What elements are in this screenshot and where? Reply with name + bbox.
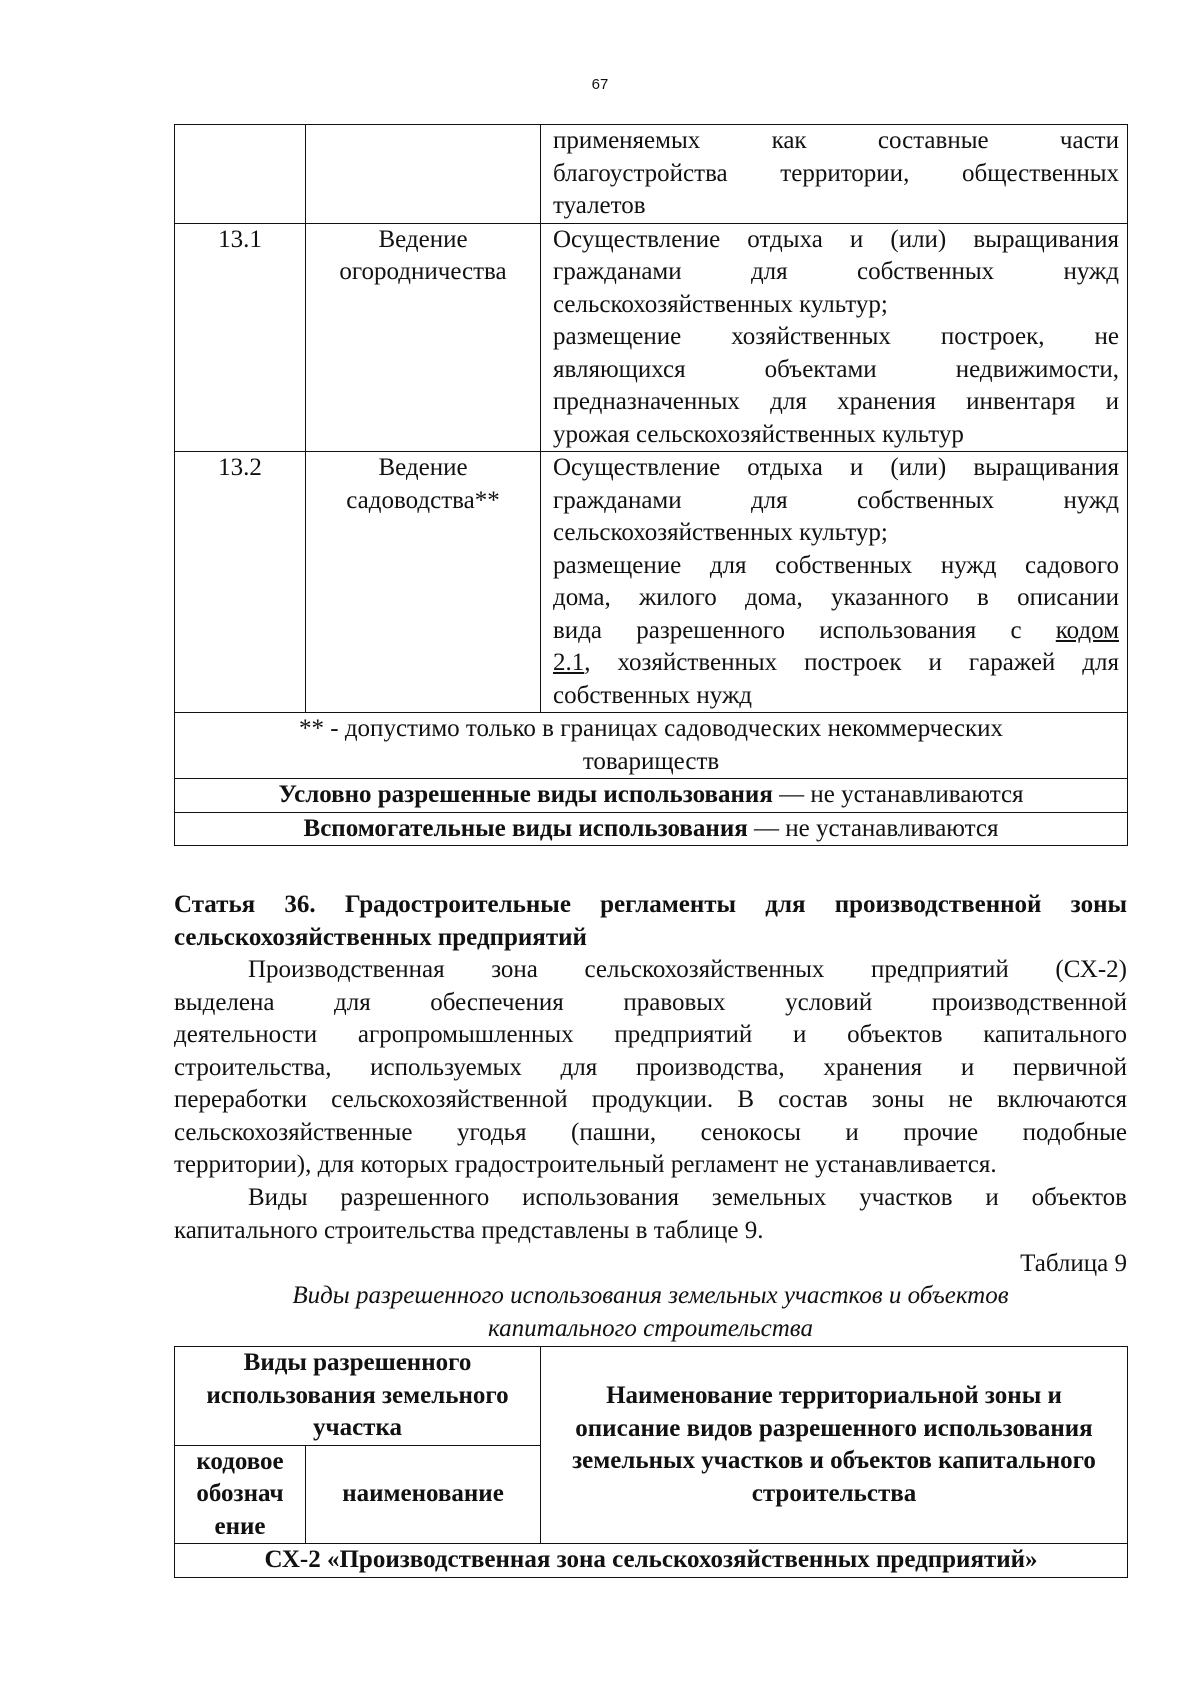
name-cell (306, 125, 541, 224)
land-use-table-continued (174, 124, 1128, 846)
code-cell: 13.2 (175, 452, 306, 713)
table-row (175, 452, 1128, 713)
conditional-uses-row (175, 779, 1128, 813)
header-name-cell: наименование (306, 1445, 541, 1544)
table-caption: Виды разрешенного использования земельных участков и объектов капитального строительства (292, 1282, 1009, 1342)
zone-cell: СХ-2 «Производственная зона сельскохозяйственных предприятий» (175, 1544, 1128, 1578)
header-code-cell: кодовое обознач ение (175, 1445, 306, 1544)
note-row (175, 713, 1128, 779)
article-paragraph: Виды разрешенного использования земельных участков и объектов капитального строительства представлены в таблице 9. (174, 1184, 1127, 1244)
zone-row (175, 1544, 1128, 1578)
table-row (175, 125, 1128, 224)
description-cell: применяемых как составные части благоустройства территории, общественных туалетов (541, 125, 1128, 224)
article-paragraph: Производственная зона сельскохозяйственных предприятий (СХ-2) выделена для обеспечения правовых условий производственной деятельности агропромышленных предприятий и объектов капитального строительства, используемых для производства, хранения и первичной переработки сельскохозяйственной продукции. В состав зоны не включаются сельскохозяйственные угодья (пашни, сенокосы и прочие подобные территории), для которых градостроительный регламент не устанавливается. (174, 956, 1127, 1178)
header-group-cell: Виды разрешенного использования земельного участка (175, 1347, 541, 1446)
description-cell: Осуществление отдыха и (или) выращивания гражданами для собственных нужд сельскохозяйственных культур; размещение для собственных нужд садового дома, жилого дома, указанного в описании вида разрешенного использования с кодом 2.1, хозяйственных построек и гаражей для собственных нужд (541, 452, 1128, 713)
code-cell (175, 125, 306, 224)
table-header-row (175, 1347, 1128, 1446)
conditional-uses-cell: Условно разрешенные виды использования — не устанавливаются (175, 779, 1128, 813)
description-cell: Осуществление отдыха и (или) выращивания гражданами для собственных нужд сельскохозяйственных культур; размещение хозяйственных построек, не являющихся объектами недвижимости, предназначенных для хранения инвентаря и урожая сельскохозяйственных культур (541, 223, 1128, 452)
name-cell: Ведение садоводства** (306, 452, 541, 713)
table-row (175, 223, 1128, 452)
article-heading: Статья 36. Градостроительные регламенты для производственной зоны сельскохозяйственных предприятий (174, 891, 1127, 951)
header-description-cell: Наименование территориальной зоны и описание видов разрешенного использования земельных участков и объектов капитального строительства (541, 1347, 1128, 1544)
code-link[interactable]: кодом (1055, 616, 1119, 644)
page-number: 67 (591, 76, 609, 93)
table-label: Таблица 9 (1020, 1250, 1127, 1277)
table-9 (174, 1346, 1128, 1578)
note-cell: ** - допустимо только в границах садоводческих некоммерческих товариществ (175, 713, 1128, 779)
code-link[interactable]: 2.1 (553, 649, 585, 676)
auxiliary-uses-cell: Вспомогательные виды использования — не устанавливаются (175, 812, 1128, 846)
auxiliary-uses-row (175, 812, 1128, 846)
code-cell: 13.1 (175, 223, 306, 452)
name-cell: Ведение огородничества (306, 223, 541, 452)
